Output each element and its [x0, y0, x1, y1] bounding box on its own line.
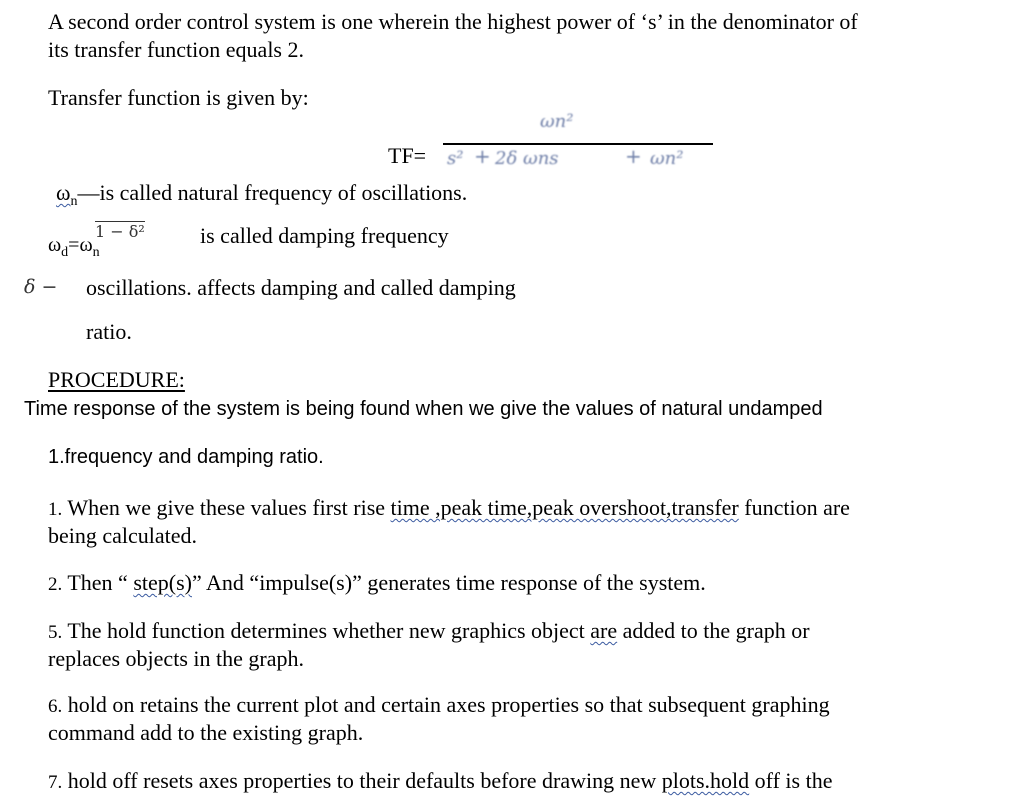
step-6-line-1: 6. hold on retains the current plot and certain axes properties so that subsequent graphing: [48, 692, 830, 717]
wn-definition: [56, 179, 467, 215]
wn-text: —is called natural frequency of oscillations.: [77, 180, 468, 205]
step-1-terms: time ,peak time,peak overshoot,transfer: [390, 495, 739, 520]
step-6-line-2: command add to the existing graph.: [48, 720, 364, 745]
formula-den-end: ωn²: [650, 148, 684, 169]
step-2: 2. Then “ step(s)” And “impulse(s)” generates time response of the system.: [48, 570, 706, 595]
delta-symbol: δ −: [24, 276, 58, 298]
procedure-line-1: Time response of the system is being found when we give the values of natural undamped: [24, 398, 823, 420]
formula-tf-label: TF=: [388, 143, 427, 168]
wn-symbol: $\omega_n$: [56, 180, 78, 209]
delta-text: oscillations. affects damping and called damping: [86, 275, 516, 300]
procedure-heading: PROCEDURE:: [48, 367, 185, 392]
step-1-line-2: being calculated.: [48, 523, 198, 548]
wd-definition: $\omega_d=\omega_n$: [48, 234, 100, 260]
step-5-line-1: 5. The hold function determines whether new graphics object are added to the graph or: [48, 618, 810, 643]
step-5-are: are: [590, 618, 618, 643]
ratio-text: ratio.: [86, 319, 132, 344]
step-2-step-function: step(s): [133, 570, 192, 595]
step-7-line-1: 7. hold off resets axes properties to their defaults before drawing new plots.hold off is the: [48, 768, 833, 793]
wd-symbol: $\omega_d$: [48, 234, 69, 260]
intro-line-2: its transfer function equals 2.: [48, 37, 304, 62]
wd-text: is called damping frequency: [200, 223, 449, 248]
step-1-line-1: 1. When we give these values first rise time ,peak time,peak overshoot,transfer function are: [48, 495, 850, 520]
tf-heading: Transfer function is given by:: [48, 85, 309, 110]
formula-den-plus-1: +: [474, 144, 491, 168]
formula-den-s2: s²: [447, 148, 464, 169]
step-7-plots-hold: plots.hold: [661, 768, 750, 793]
intro-line-1: A second order control system is one wherein the highest power of ‘s’ in the denominator of: [48, 9, 858, 34]
formula-den-mid: 2δ ωns: [495, 148, 559, 169]
formula-numerator: ωn²: [540, 111, 574, 132]
procedure-line-2: 1.frequency and damping ratio.: [48, 446, 324, 468]
step-5-line-2: replaces objects in the graph.: [48, 646, 304, 671]
formula-den-plus-2: +: [625, 144, 642, 168]
wd-sqrt-expression: 1 − δ²: [95, 222, 145, 241]
